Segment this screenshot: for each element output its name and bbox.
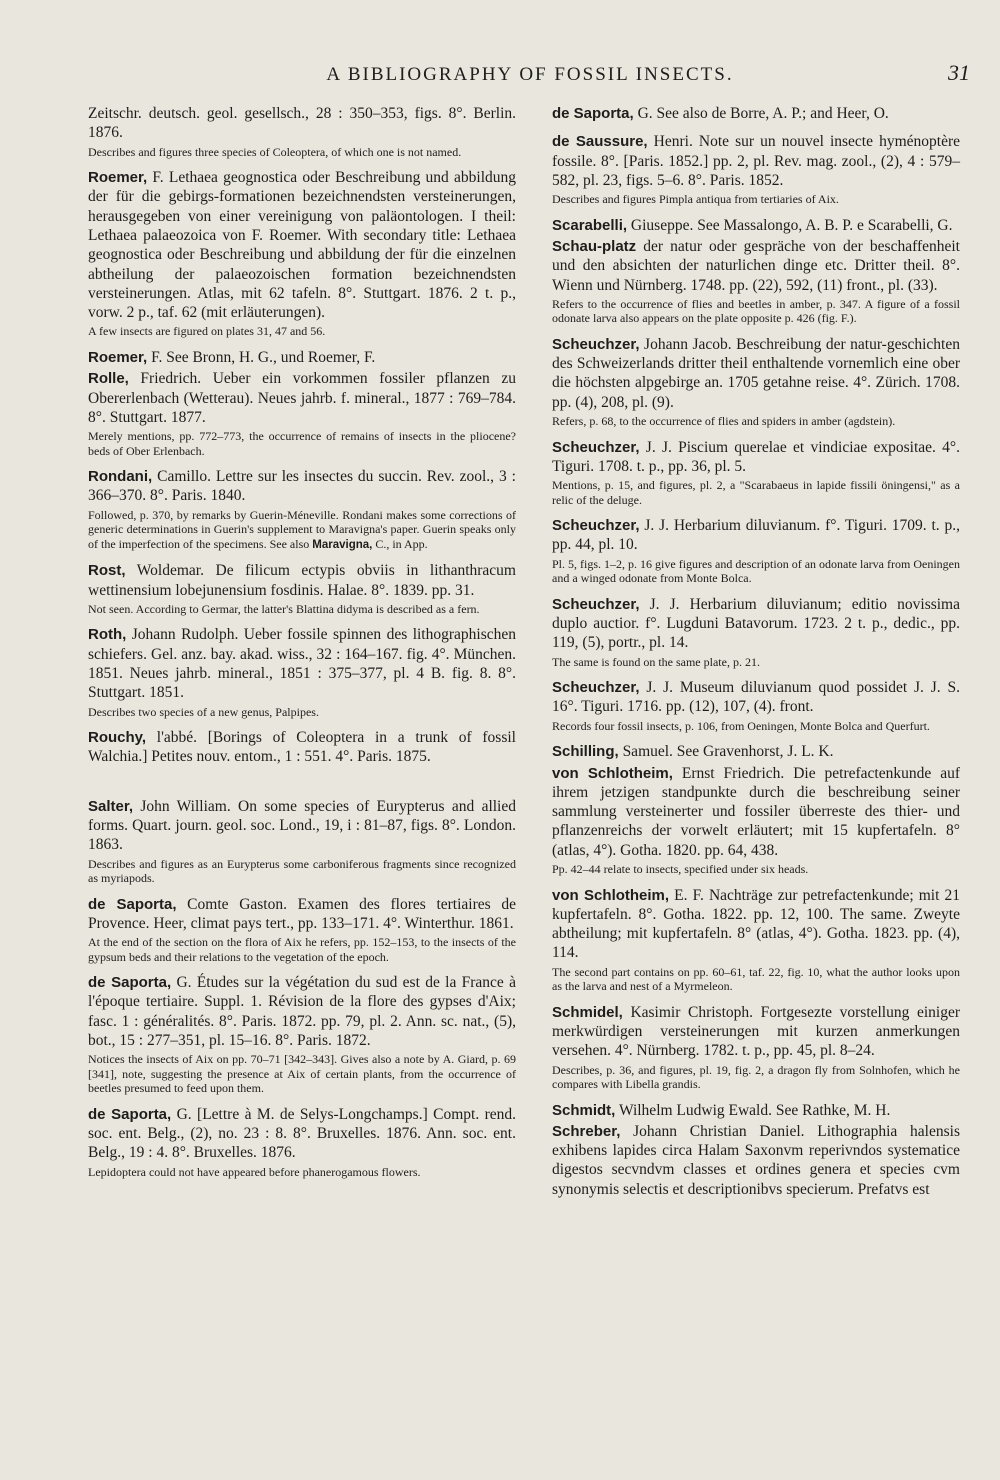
author-name: Rouchy, [88,729,147,747]
author-name: Roth, [88,626,127,644]
bibliography-entry [88,728,516,767]
author-name: Roemer, [88,348,148,366]
author-name: Rondani, [88,468,153,486]
author-name: Schau-platz [552,237,637,255]
author-name: Schreber, [552,1122,621,1140]
bibliography-entry [88,104,516,159]
bibliography-entry [552,335,960,429]
bibliography-entry [552,132,960,206]
author-name: von Schlotheim, [552,886,670,904]
bibliography-entry [88,1105,516,1179]
bibliography-entry [552,438,960,508]
bibliography-entry [552,595,960,669]
bibliography-entry [88,467,516,552]
entry-reference: de Saporta, G. See also de Borre, A. P.; and Heer, O. [552,105,889,122]
entry-note: Not seen. According to Germar, the latter's Blattina didyma is described as a fern. [88,601,480,616]
entry-reference: Rondani, Camillo. Lettre sur les insectes du succin. Rev. zool., 3 : 366–370. 8°. Paris. 1840. [88,468,516,505]
entry-note: Records four fossil insects, p. 106, from Oeningen, Monte Bolca and Querfurt. [552,718,930,733]
author-name: Schilling, [552,743,619,761]
bibliography-entry [552,678,960,733]
entry-note: Mentions, p. 15, and figures, pl. 2, a "Scarabaeus in lapide fissili öningensi," as a relic of the deluge. [552,478,960,507]
bibliography-entry [552,237,960,326]
entry-note: Refers to the occurrence of flies and beetles in amber, p. 347. A figure of a fossil odonate larva also appears on the plate opposite p. 426 (fig. F.). [552,296,960,326]
entry-note: A few insects are figured on plates 31, 47 and 56. [88,324,326,339]
page-number: 31 [948,60,970,85]
right-column [552,104,960,1208]
bibliography-entry [552,742,960,761]
bibliography-entry [88,348,516,367]
entry-reference: Schmidt, Wilhelm Ludwig Ewald. See Rathke, M. H. [552,1101,891,1119]
author-name: Schmidt, [552,1101,616,1119]
entry-note: Followed, p. 370, by remarks by Guerin-Méneville. Rondani makes some corrections of generic determinations in Guerin's supplement to Maravigna's paper. Guerin speaks only of the imperfection of the specimens. See also Maravigna, C., in App. [88,507,516,551]
bibliography-entry [552,1003,960,1092]
bibliography-entry [88,369,516,458]
running-title: A BIBLIOGRAPHY OF FOSSIL INSECTS. [326,64,734,85]
entry-reference: Rost, Woldemar. De filicum ectypis obviis in lithanthracum wettinensium lobejunensium fosdinis. Halae. 8°. 1839. pp. 31. [88,562,516,599]
entry-reference: von Schlotheim, Ernst Friedrich. Die petrefactenkunde auf ihrem jetzigen standpunkte durch die beschreibung seiner sammlung versteinerter und fossiler überreste des thier- und pflanzenreichs der vorwelt erläutert; mit 15 kupfertafeln. 8° (atlas, 4°). Gotha. 1820. pp. 64, 438. [552,764,960,859]
entry-note: Describes and figures Pimpla antiqua from tertiaries of Aix. [552,192,839,207]
author-name: Scheuchzer, [552,517,640,535]
bibliography-entry [88,895,516,965]
author-name: von Schlotheim, [552,764,673,782]
bibliography-entry [552,104,960,123]
entry-note: Merely mentions, pp. 772–773, the occurrence of remains of insects in the pliocene? beds of Ober Erlenbach. [88,429,516,458]
author-name: de Saporta, [88,1105,172,1123]
entry-reference: Zeitschr. deutsch. geol. gesellsch., 28 : 350–353, figs. 8°. Berlin. 1876. [88,105,516,142]
entry-reference: Scarabelli, Giuseppe. See Massalongo, A. B. P. e Scarabelli, G. [552,216,953,234]
entry-reference: Schau-platz der natur oder gespräche von der beschaffenheit und den absichten der naturlichen dinge etc. Dritter theil. 8°. Wienn und Nürnberg. 1748. pp. (22), 592, (11) front., pl. (33). [552,237,960,294]
author-name: de Saporta, [88,895,177,913]
author-name: de Saussure, [552,133,648,151]
entry-note: Notices the insects of Aix on pp. 70–71 [342–343]. Gives also a note by A. Giard, p. 69 [341], note, suggesting the presence at Aix of certain plants, from the occurrence of beetles presumed to feed upon them. [88,1052,516,1096]
entry-note: Pl. 5, figs. 1–2, p. 16 give figures and description of an odonate larva from Oeningen and a winged odonate from Monte Bolca. [552,556,960,586]
bibliography-entry [88,168,516,339]
entry-reference: de Saporta, G. Études sur la végétation du sud est de la France à l'époque tertiaire. Suppl. 1. Révision de la flore des gypses d'Aix; fasc. 1 : généralités. 8°. Paris. 1872. pp. 79, pl. 2. Ann. sc. nat., (5), bot., 15 : 277–351, pl. 15–16. 8°. Paris. 1872. [88,974,517,1049]
entry-reference: de Saporta, G. [Lettre à M. de Selys-Longchamps.] Compt. rend. soc. ent. Belg., (2), no. 23 : 8. 8°. Bruxelles. 1876. Ann. soc. ent. Belg., 19 : 4. 8°. Bruxelles. 1876. [88,1105,517,1162]
cross-reference-name: Maravigna, [312,538,373,551]
entry-note: Describes and figures as an Eurypterus some carboniferous fragments since recognized as myriapods. [88,856,516,886]
entry-note: Describes and figures three species of Coleoptera, of which one is not named. [88,144,462,159]
entry-reference: Roemer, F. Lethaea geognostica oder Beschreibung und abbildung der für die gebirgs-formationen bezeichnendsten versteinerungen, herausgegeben von einer vereinigung von paläontologen. I theil: Lethaea palaeozoica von F. Roemer. With secondary title: Lethaea geognostica oder Beschreibung und abbildung der für die einzelnen abtheilung der palaeozoischen formation bezeichnendsten versteinerungen. Atlas, mit 62 tafeln. 8°. Stuttgart. 1876. 2 t. p., vorw. 2 p., taf. 62 (mit erläuterungen). [88,169,516,322]
entry-reference: Roth, Johann Rudolph. Ueber fossile spinnen des lithographischen schiefers. Gel. anz. bay. akad. wiss., 32 : 164–167. fig. 4°. München. 1851. Neues jahrb. mineral., 1851 : 375–377, pl. 4 B. fig. 8. 8°. Stuttgart. 1851. [88,626,516,702]
author-name: de Saporta, [552,105,634,122]
entry-reference: de Saporta, Comte Gaston. Examen des flores tertiaires de Provence. Heer, climat pays tert., pp. 133–171. 4°. Winterthur. 1861. [88,895,516,932]
author-name: Salter, [88,797,134,815]
entry-reference: Scheuchzer, J. J. Herbarium diluvianum; editio novissima duplo auctior. f°. Lugduni Batavorum. 1723. 2 t. p., dedic., pp. 119, (5), portr., pl. 14. [552,595,960,652]
entry-note: Refers, p. 68, to the occurrence of flies and spiders in amber (agdstein). [552,414,896,429]
entry-note: At the end of the section on the flora of Aix he refers, pp. 152–153, to the insects of the gypsum beds and their relations to the vegetation of the epoch. [88,935,516,964]
entry-reference: Rolle, Friedrich. Ueber ein vorkommen fossiler pflanzen zu Obererlenbach (Wetterau). Neues jahrb. f. mineral., 1877 : 769–784. 8°. Stuttgart. 1877. [88,370,516,426]
entry-reference: Scheuchzer, Johann Jacob. Beschreibung der natur-geschichten des Schweizerlands dritter theil enthaltende vornemlich eine ober die höchsten alpgebirge an. 1705 getahne reise. 4°. Zürich. 1708. pp. (4), 208, pl. (9). [552,335,960,411]
bibliography-entry [88,797,516,886]
author-name: Scheuchzer, [552,595,640,613]
entry-reference: Roemer, F. See Bronn, H. G., und Roemer, F. [88,348,376,366]
author-name: Scarabelli, [552,216,628,234]
entry-reference: Scheuchzer, J. J. Herbarium diluvianum. f°. Tiguri. 1709. t. p., pp. 44, pl. 10. [552,517,960,554]
entry-note: Describes two species of a new genus, Palpipes. [88,704,319,719]
entry-reference: Rouchy, l'abbé. [Borings of Coleoptera in a trunk of fossil Walchia.] Petites nouv. entom., 1 : 551. 4°. Paris. 1875. [88,729,516,766]
running-header [90,58,970,92]
author-name: de Saporta, [88,974,172,992]
author-name: Roemer, [88,169,148,187]
entry-reference: Schmidel, Kasimir Christoph. Fortgesezte vorstellung einiger merkwürdigen versteinerungen mit kurzen anmerkungen versehen. 4°. Nürnberg. 1782. t. p., pp. 45, pl. 8–24. [552,1003,960,1060]
bibliography-entry [552,1122,960,1199]
entry-reference: Scheuchzer, J. J. Museum diluvianum quod possidet J. J. S. 16°. Tiguri. 1716. pp. (12), 107, (4). front. [552,679,960,716]
author-name: Schmidel, [552,1003,623,1021]
bibliography-entry [552,216,960,235]
author-name: Scheuchzer, [552,679,640,697]
bibliography-entry [88,973,516,1096]
entry-note: The same is found on the same plate, p. 21. [552,654,760,669]
entry-note: Describes, p. 36, and figures, pl. 19, fig. 2, a dragon fly from Solnhofen, which he compares with Libella grandis. [552,1062,960,1092]
bibliography-entry [552,886,960,994]
entry-reference: Schreber, Johann Christian Daniel. Lithographia halensis exhibens lapides circa Halam Saxonvm reperivndos systematice digestos secvndvm classes et ordines genera et species cvm synonymis selectis et descriptionibvs specierum. Prefatvs est [552,1122,960,1198]
entry-reference: Salter, John William. On some species of Eurypterus and allied forms. Quart. journ. geol. soc. Lond., 19, i : 81–87, figs. 8°. London. 1863. [88,797,516,854]
entry-note: Pp. 42–44 relate to insects, specified under six heads. [552,862,809,877]
bibliography-entry [88,561,516,616]
author-name: Scheuchzer, [552,335,640,353]
author-name: Rolle, [88,370,129,388]
entry-note: The second part contains on pp. 60–61, taf. 22, fig. 10, what the author looks upon as the larva and nest of a Myrmeleon. [552,964,960,994]
bibliography-entry [552,764,960,877]
bibliography-entry [552,516,960,586]
left-column [88,104,516,1188]
entry-reference: Scheuchzer, J. J. Piscium querelae et vindiciae expositae. 4°. Tiguri. 1708. t. p., pp. 36, pl. 5. [552,438,960,475]
entry-note: Lepidoptera could not have appeared before phanerogamous flowers. [88,1164,421,1179]
bibliography-entry [88,625,516,719]
author-name: Scheuchzer, [552,438,640,456]
entry-reference: de Saussure, Henri. Note sur un nouvel insecte hyménoptère fossile. 8°. [Paris. 1852.] pp. 2, pl. Rev. mag. zool., (2), 4 : 579–582, pl. 23, figs. 5–6. 8°. Paris. 1852. [552,133,960,189]
entry-reference: Schilling, Samuel. See Gravenhorst, J. L. K. [552,743,834,761]
entry-reference: von Schlotheim, E. F. Nachträge zur petrefactenkunde; mit 21 kupfertafeln. 8°. Gotha. 1822. pp. 12, 100. The same. Zweyte abtheilung; mit kupfertafeln. 8° (atlas, 4°). Gotha. 1823. pp. (4), 114. [552,886,960,962]
bibliography-entry [552,1101,960,1120]
author-name: Rost, [88,562,126,580]
